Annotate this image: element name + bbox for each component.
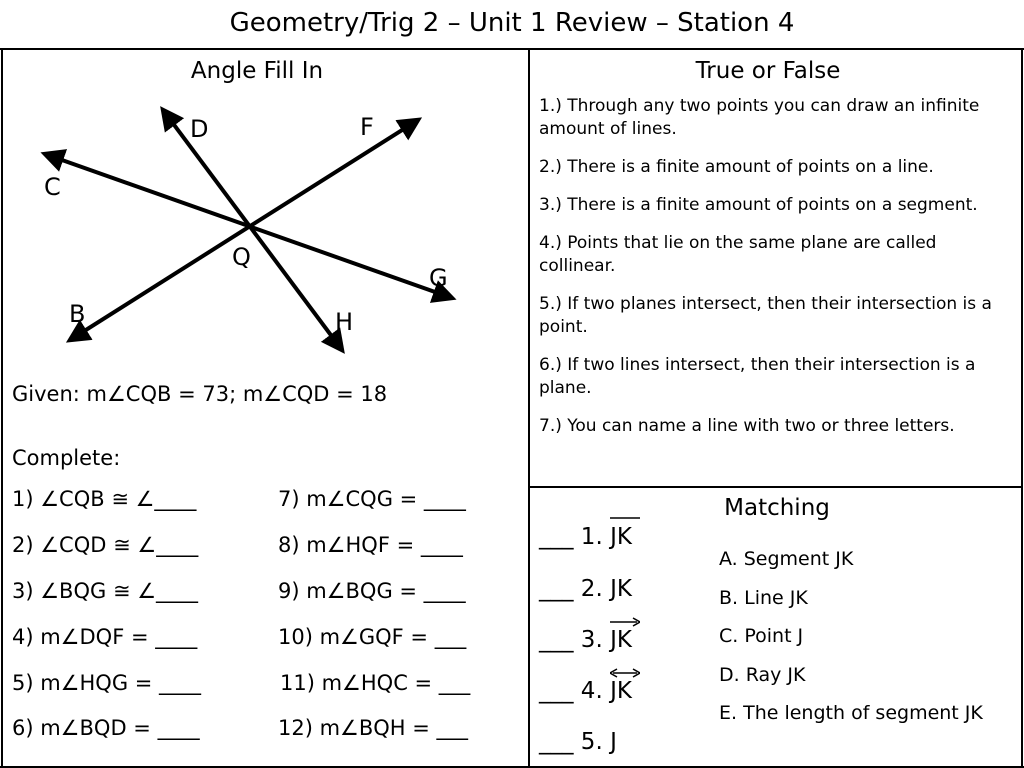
- matching-option-d: D. Ray JK: [719, 664, 806, 686]
- matching-question-prefix: ___ 2.: [539, 576, 611, 602]
- matching-question-prefix: ___ 1.: [539, 524, 611, 550]
- label-q: Q: [232, 243, 251, 271]
- line-double-arrow-icon: [610, 668, 640, 678]
- true-or-false-list: [539, 95, 1017, 453]
- tf-item-2: 2.) There is a finite amount of points on a line.: [539, 157, 934, 177]
- plain-symbol: [610, 576, 632, 602]
- matching-option-b: B. Line JK: [719, 587, 808, 609]
- point-symbol: [610, 729, 617, 755]
- question-10: 10) m∠GQF = ___: [278, 625, 467, 649]
- complete-label: Complete:: [12, 446, 121, 470]
- label-c: C: [44, 173, 61, 201]
- question-9: 9) m∠BQG = ____: [278, 579, 466, 603]
- segment-symbol: [610, 524, 632, 550]
- line-dh: [163, 110, 342, 350]
- label-f: F: [360, 113, 374, 141]
- label-h: H: [335, 308, 354, 336]
- matching-question-prefix: ___ 4.: [539, 678, 611, 704]
- tf-item-6: 6.) If two lines intersect, then their intersection is a plane.: [539, 355, 976, 398]
- matching-question-1: [539, 524, 632, 550]
- matching-heading: Matching: [724, 495, 830, 521]
- matching-option-a: A. Segment JK: [719, 548, 854, 570]
- segment-bar-icon: [610, 514, 640, 524]
- ray-arrow-icon: [610, 617, 640, 627]
- matching-question-prefix: ___ 3.: [539, 627, 611, 653]
- question-5: 5) m∠HQG = ____: [12, 671, 202, 695]
- tf-item-7: 7.) You can name a line with two or three letters.: [539, 416, 955, 436]
- question-3: 3) ∠BQG ≅ ∠____: [12, 579, 199, 603]
- matching-question-4: [539, 678, 632, 704]
- matching-question-5: [539, 729, 617, 755]
- matching-option-e: E. The length of segment JK: [719, 702, 983, 724]
- matching-option-c: C. Point J: [719, 625, 804, 647]
- matching-question-symbol: J: [610, 729, 617, 755]
- ray-symbol: [610, 627, 632, 653]
- angle-fill-in-heading: Angle Fill In: [190, 58, 324, 84]
- label-d: D: [190, 115, 209, 143]
- question-1: 1) ∠CQB ≅ ∠____: [12, 487, 197, 511]
- label-g: G: [429, 264, 448, 292]
- intersecting-lines-diagram: [0, 0, 528, 370]
- question-12: 12) m∠BQH = ___: [278, 716, 469, 740]
- frame-right-line: [1021, 48, 1023, 768]
- matching-question-symbol: JK: [610, 524, 632, 550]
- question-6: 6) m∠BQD = ____: [12, 716, 200, 740]
- given-statement: Given: m∠CQB = 73; m∠CQD = 18: [12, 382, 388, 406]
- label-b: B: [69, 300, 86, 328]
- matching-question-2: [539, 576, 632, 602]
- tf-item-5: 5.) If two planes intersect, then their intersection is a point.: [539, 294, 992, 337]
- matching-question-3: [539, 627, 632, 653]
- tf-item-1: 1.) Through any two points you can draw an infinite amount of lines.: [539, 96, 980, 139]
- question-8: 8) m∠HQF = ____: [278, 533, 463, 557]
- true-or-false-heading: True or False: [695, 58, 841, 84]
- matching-question-symbol: JK: [610, 627, 632, 653]
- line-bf: [70, 120, 418, 340]
- page-title: Geometry/Trig 2 – Unit 1 Review – Station 4: [229, 8, 795, 38]
- tf-item-4: 4.) Points that lie on the same plane are called collinear.: [539, 233, 937, 276]
- question-7: 7) m∠CQG = ____: [278, 487, 466, 511]
- right-panel-divider: [529, 486, 1023, 488]
- column-divider: [528, 48, 530, 768]
- question-2: 2) ∠CQD ≅ ∠____: [12, 533, 199, 557]
- matching-question-symbol: JK: [610, 678, 632, 704]
- question-11: 11) m∠HQC = ___: [280, 671, 471, 695]
- matching-question-prefix: ___ 5.: [539, 729, 611, 755]
- line-symbol: [610, 678, 632, 704]
- question-4: 4) m∠DQF = ____: [12, 625, 198, 649]
- matching-question-symbol: JK: [610, 576, 632, 602]
- tf-item-3: 3.) There is a finite amount of points on a segment.: [539, 195, 978, 215]
